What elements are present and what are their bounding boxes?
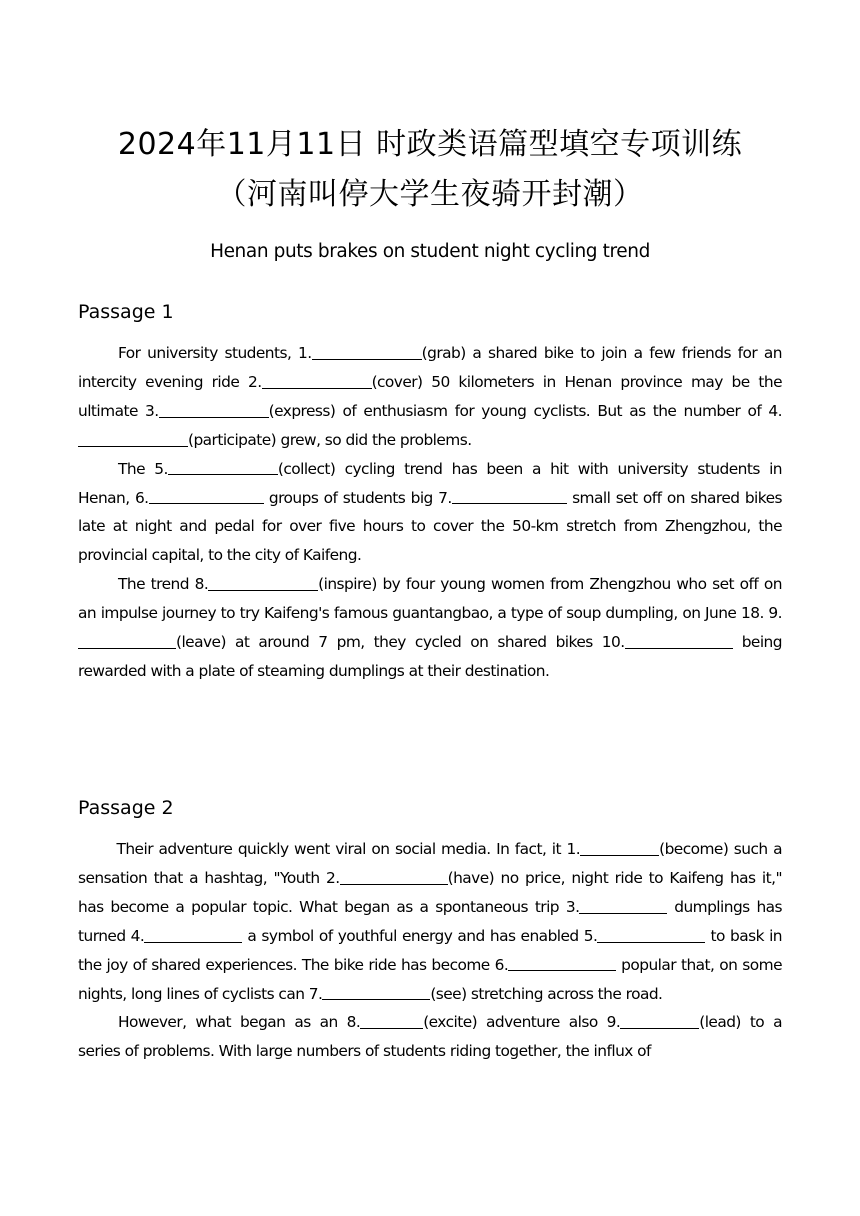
passage-2-paragraph-1: Their adventure quickly went viral on social media. In fact, it 1. (become) such a sensation that a hashtag, "Youth 2. (have) no price, night ride to Kaifeng has it," has become a popular topic. What began as a spontaneous trip 3. dumplings has turned 4. a symbol of youthful energy and has enabled 5. to bask in the joy of shared experiences. The bike ride has become 6. popular that, on some nights, long lines of cyclists can 7. (see) stretching across the road. [78, 840, 782, 1003]
blank-5[interactable] [168, 459, 278, 475]
blank-p2-2[interactable] [340, 868, 448, 884]
passage-1-paragraph-1: For university students, 1. (grab) a shared bike to join a few friends for an intercity evening ride 2. (cover) 50 kilometers in Henan province may be the ultimate 3. (express) of enthusiasm for young cyclists. But as the number of 4.(participate) grew, so did the problems. [78, 344, 783, 449]
blank-3[interactable] [159, 401, 269, 417]
blank-p2-3[interactable] [579, 897, 667, 913]
passage-1-paragraph-2: The 5. (collect) cycling trend has been a hit with university students in Henan, 6. groups of students big 7. small set off on shared bikes late at night and pedal for over five hours to cover the 50-km stretch from Zhengzhou, the provincial capital, to the city of Kaifeng. [78, 459, 782, 565]
passage-2-body [78, 835, 782, 1066]
blank-p2-4[interactable] [144, 926, 242, 942]
blank-2[interactable] [262, 372, 372, 388]
blank-p2-7[interactable] [322, 984, 430, 1000]
passage-1-paragraph-3: The trend 8. (inspire) by four young women from Zhengzhou who set off on an impulse journey to try Kaifeng's famous guantangbao, a type of soup dumpling, on June 18. 9.(leave) at around 7 pm, they cycled on shared bikes 10. being rewarded with a plate of steaming dumplings at their destination. [78, 575, 782, 680]
blank-p2-6[interactable] [508, 955, 616, 971]
passage-2-paragraph-2: However, what began as an 8. (excite) adventure also 9. (lead) to a series of problems. With large numbers of students riding together, the influx of [78, 1013, 782, 1061]
blank-8[interactable] [208, 575, 318, 591]
blank-p2-8[interactable] [360, 1013, 423, 1029]
blank-1[interactable] [312, 343, 422, 359]
blank-9[interactable] [78, 633, 176, 649]
title-line-1: 2024年11月11日 时政类语篇型填空专项训练 [117, 127, 743, 162]
english-subtitle: Henan puts brakes on student night cycling trend [210, 241, 650, 262]
blank-10[interactable] [625, 633, 733, 649]
title-line-2: （河南叫停大学生夜骑开封潮） [216, 177, 644, 212]
blank-p2-9[interactable] [620, 1013, 699, 1029]
blank-7[interactable] [452, 488, 567, 504]
passage-1-body [78, 339, 782, 686]
blank-p2-1[interactable] [580, 839, 659, 855]
passage-1-heading: Passage 1 [78, 301, 174, 323]
passage-2-heading: Passage 2 [78, 797, 174, 819]
blank-p2-5[interactable] [597, 926, 705, 942]
blank-4[interactable] [78, 430, 188, 446]
document-title [0, 120, 860, 220]
blank-6[interactable] [149, 488, 264, 504]
